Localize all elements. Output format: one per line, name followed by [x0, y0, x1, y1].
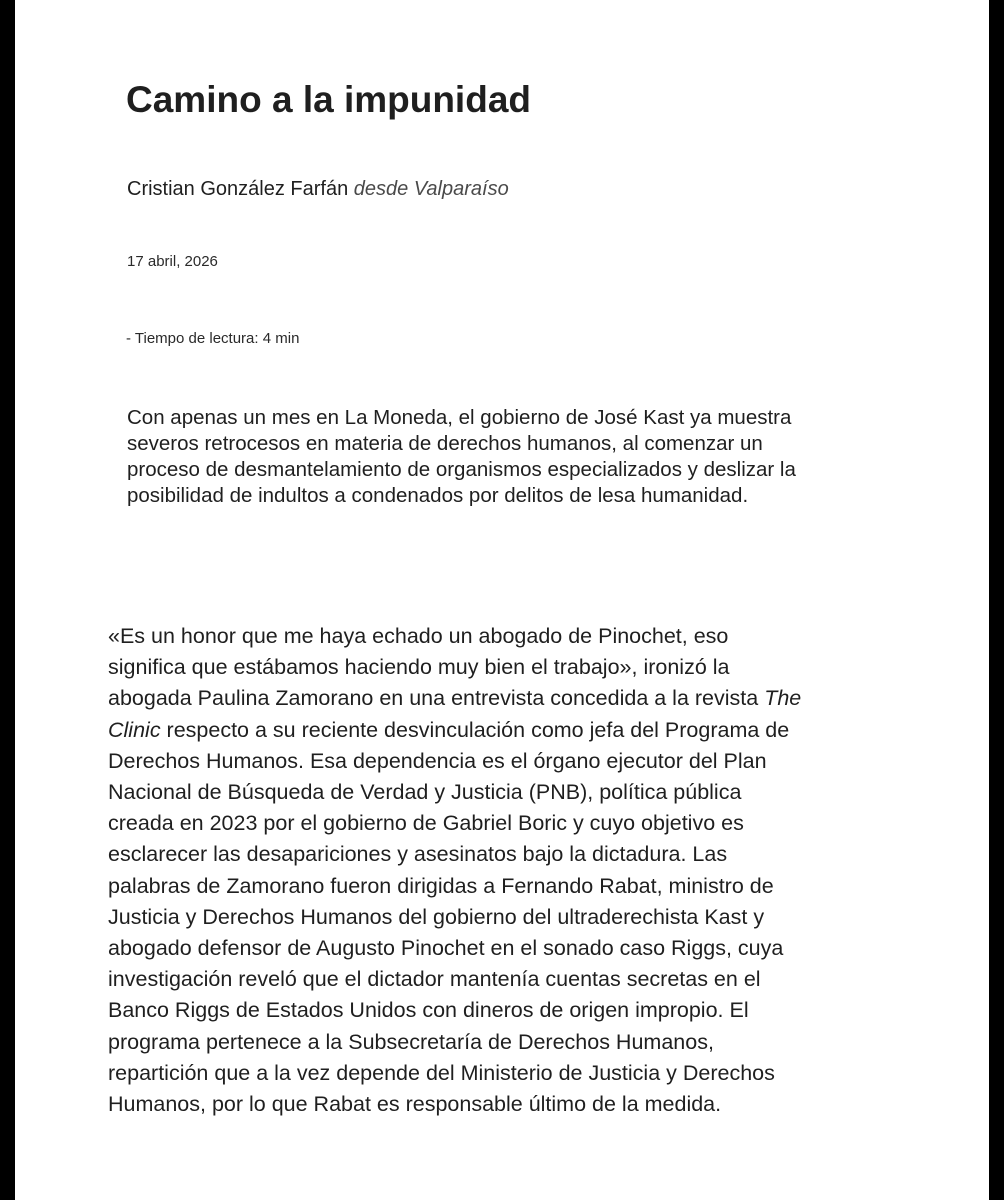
body-line: abogado defensor de Augusto Pinochet en el sonado caso Riggs, cuya: [108, 936, 784, 961]
magazine-name: The: [764, 686, 802, 711]
body-line: Nacional de Búsqueda de Verdad y Justicia (PNB), política pública: [108, 780, 742, 805]
lead-line: severos retrocesos en materia de derechos humanos, al comenzar un: [127, 432, 763, 455]
body-line: repartición que a la vez depende del Ministerio de Justicia y Derechos: [108, 1060, 775, 1085]
magazine-name: Clinic: [108, 717, 161, 742]
article-title: Camino a la impunidad: [126, 79, 531, 120]
body-line: Derechos Humanos. Esa dependencia es el órgano ejecutor del Plan: [108, 748, 767, 773]
byline: [127, 176, 509, 202]
body-line: Justicia y Derechos Humanos del gobierno del ultraderechista Kast y: [108, 904, 765, 929]
author-location: desde Valparaíso: [353, 178, 509, 200]
body-line: creada en 2023 por el gobierno de Gabriel Boric y cuyo objetivo es: [108, 811, 744, 836]
author-name: Cristian González Farfán: [127, 178, 349, 200]
body-line: significa que estábamos haciendo muy bien el trabajo», ironizó la: [108, 655, 730, 680]
article-lead: [127, 405, 897, 509]
body-line: investigación reveló que el dictador mantenía cuentas secretas en el: [108, 967, 761, 992]
body-line: Humanos, por lo que Rabat es responsable último de la medida.: [108, 1092, 722, 1117]
body-line-text: respecto a su reciente desvinculación como jefa del Programa de: [160, 717, 790, 742]
article-page: [15, 0, 989, 1200]
lead-line: proceso de desmantelamiento de organismos especializados y deslizar la: [127, 458, 796, 481]
publish-date: 17 abril, 2026: [127, 253, 218, 270]
body-line: palabras de Zamorano fueron dirigidas a Fernando Rabat, ministro de: [108, 873, 774, 898]
body-line: esclarecer las desapariciones y asesinatos bajo la dictadura. Las: [108, 842, 728, 867]
body-line: «Es un honor que me haya echado un abogado de Pinochet, eso: [108, 624, 729, 648]
body-line: [108, 683, 918, 714]
body-line: Banco Riggs de Estados Unidos con dineros de origen impropio. El: [108, 998, 749, 1023]
body-line: [108, 715, 918, 746]
lead-line: posibilidad de indultos a condenados por delitos de lesa humanidad.: [127, 484, 749, 507]
reading-time: - Tiempo de lectura: 4 min: [126, 330, 300, 347]
lead-line: Con apenas un mes en La Moneda, el gobierno de José Kast ya muestra: [127, 406, 792, 429]
body-line: programa pertenece a la Subsecretaría de Derechos Humanos,: [108, 1029, 714, 1054]
body-line-text: abogada Paulina Zamorano en una entrevista concedida a la revista: [108, 686, 765, 711]
article-body: [108, 621, 918, 1120]
